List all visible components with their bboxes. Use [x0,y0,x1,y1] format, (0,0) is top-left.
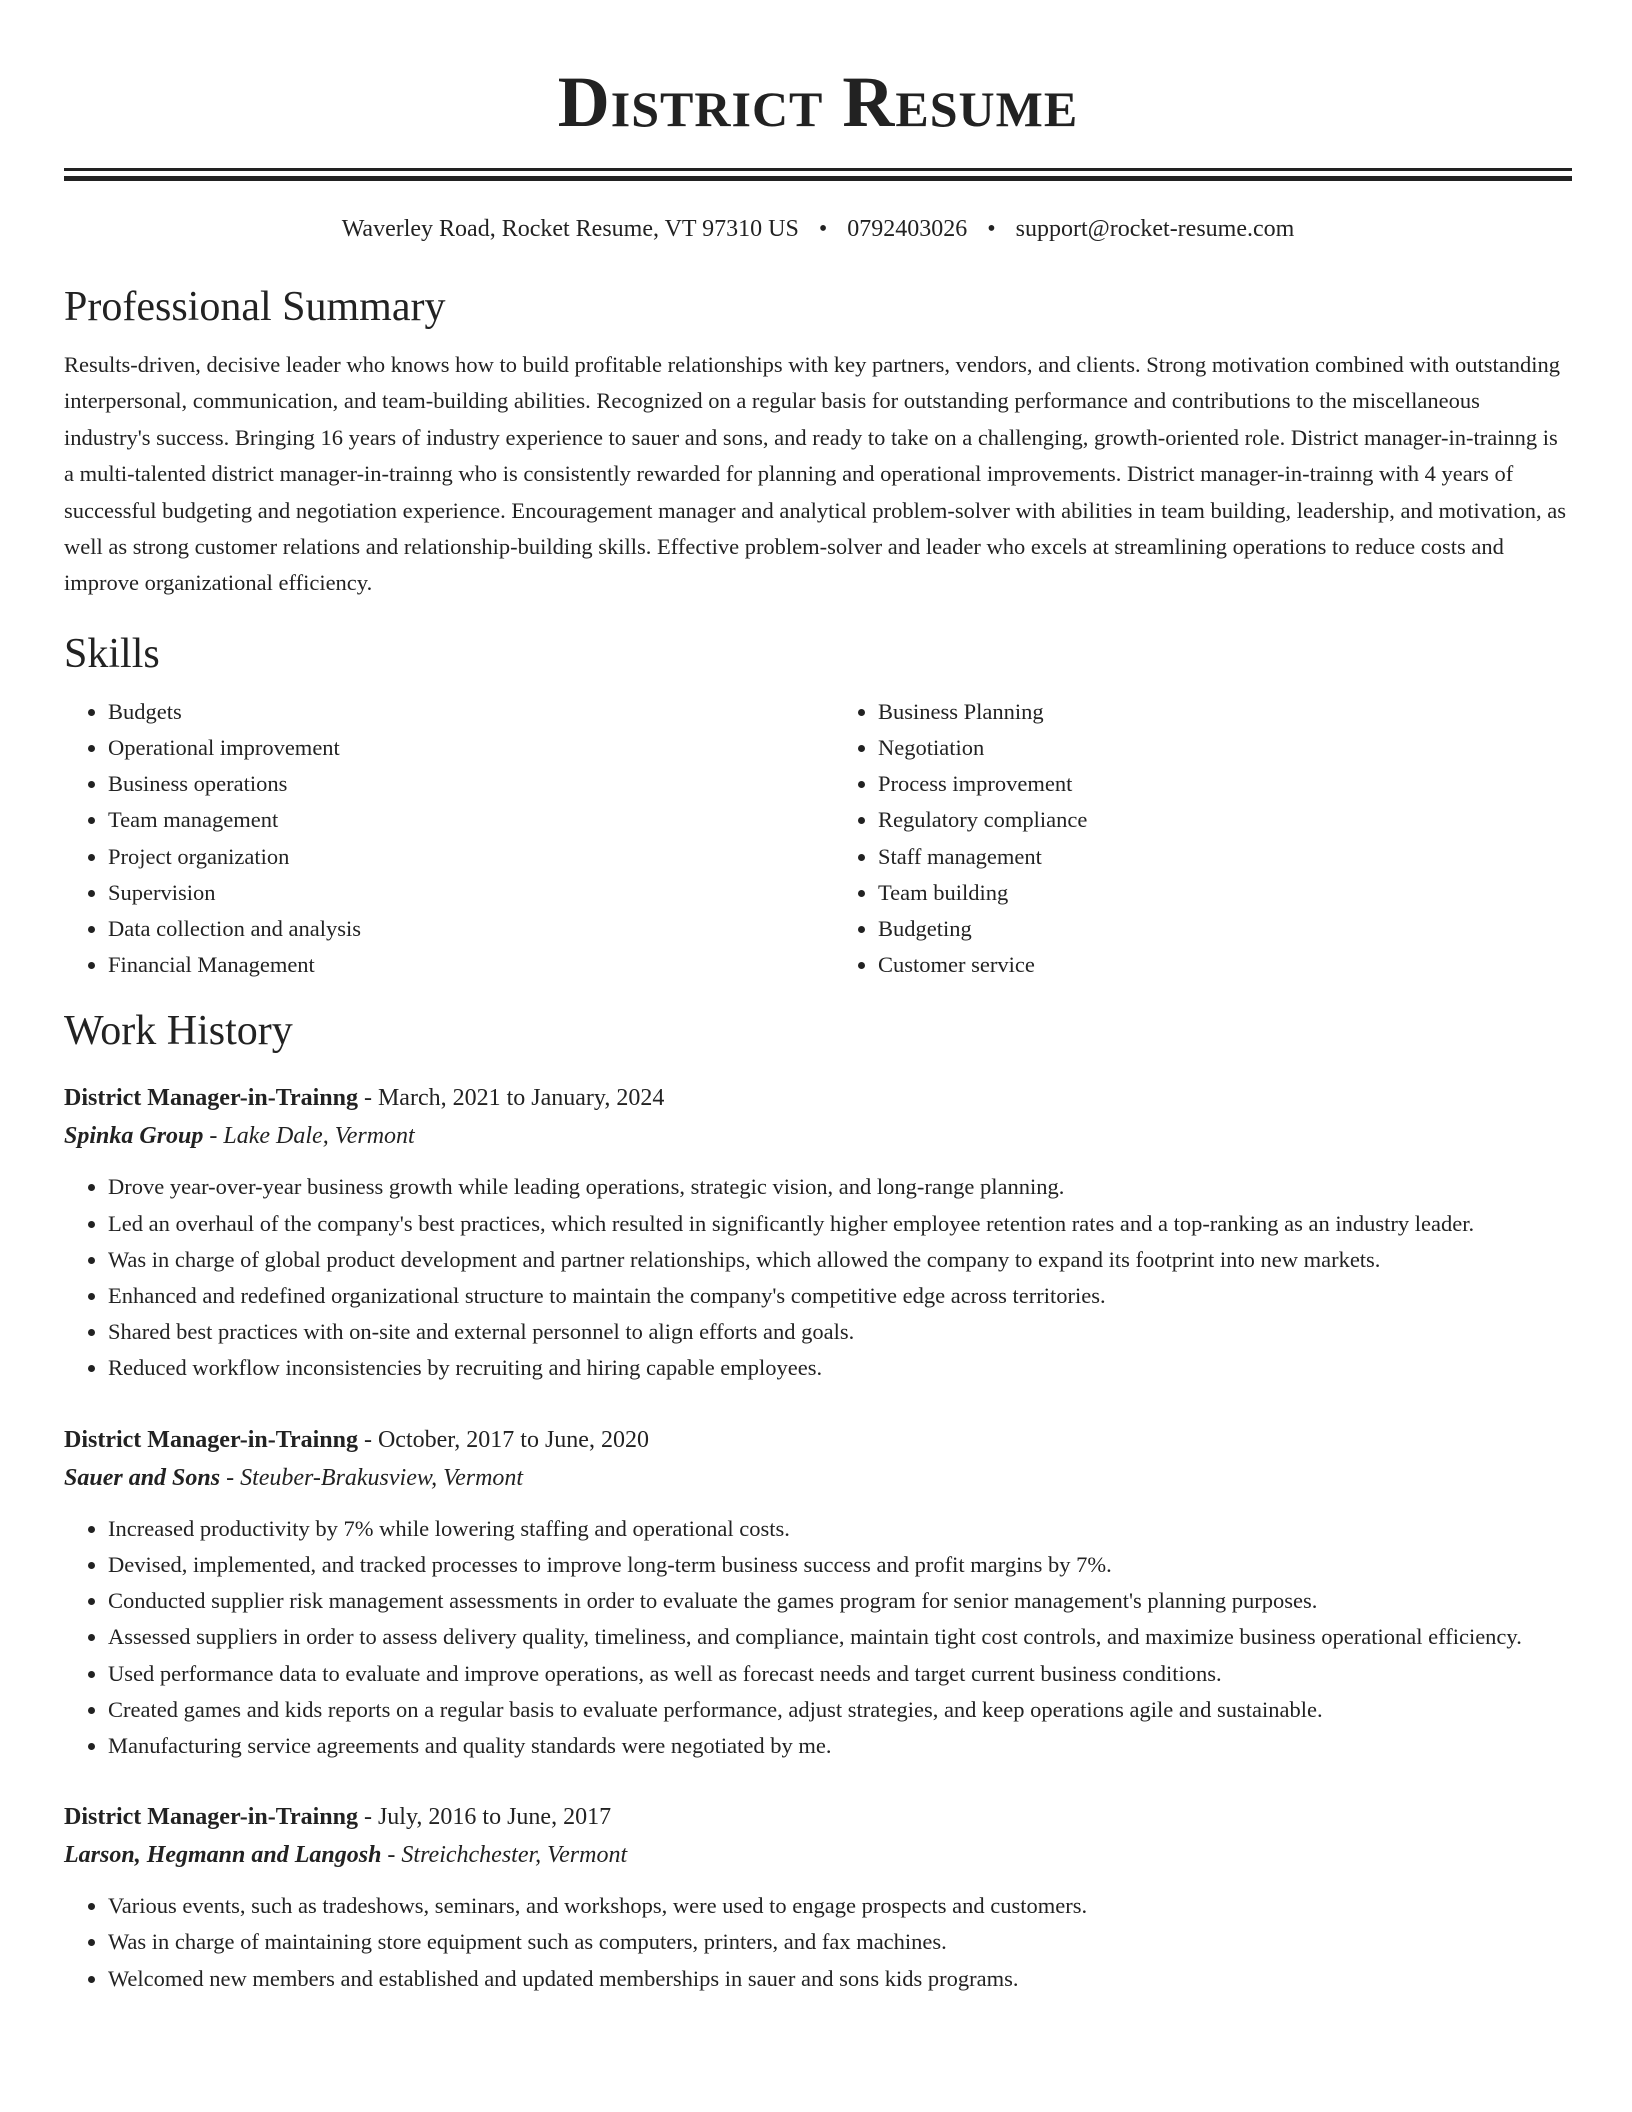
skill-item: • Supervision [108,875,802,911]
skill-item: • Business Planning [878,694,1572,730]
skill-item: • Customer service [878,947,1572,983]
skill-item: • Regulatory compliance [878,802,1572,838]
job-dash: - [357,1085,378,1112]
job-bullet: • Shared best practices with on-site and external personnel to align efforts and goals. [108,1314,1572,1350]
skill-item: • Project organization [108,839,802,875]
job-dash: - [357,1426,378,1453]
job-location: Steuber-Brakusview, Vermont [240,1464,524,1491]
job-company: Sauer and Sons [64,1464,221,1491]
skill-item: • Negotiation [878,730,1572,766]
job-company-line [64,1459,1572,1497]
contact-email: support@rocket-resume.com [1015,216,1295,242]
job-bullet: • Led an overhaul of the company's best practices, which resulted in significantly higher employee retention rates and a top-ranking as an industry leader. [108,1206,1572,1242]
job-dash: - [220,1464,241,1491]
job-dates: March, 2021 to January, 2024 [377,1085,665,1112]
job-bullet: • Welcomed new members and established and updated memberships in sauer and sons kids programs. [108,1961,1572,1997]
job-bullet: • Drove year-over-year business growth while leading operations, strategic vision, and long-range planning. [108,1169,1572,1205]
job-entry [64,1079,1572,1386]
job-title: District Manager-in-Trainng [64,1804,358,1831]
resume-page [64,0,1572,1997]
job-bullet: • Reduced workflow inconsistencies by recruiting and hiring capable employees. [108,1350,1572,1386]
skills-column-right [802,694,1572,984]
skills-heading: Skills [64,630,160,677]
contact-separator: • [818,216,828,242]
job-location: Streichchester, Vermont [401,1842,628,1869]
skill-item: • Team management [108,802,802,838]
job-bullet: • Devised, implemented, and tracked processes to improve long-term business success and profit margins by 7%. [108,1547,1572,1583]
skills-column-left [64,694,802,984]
job-bullet: • Assessed suppliers in order to assess delivery quality, timeliness, and compliance, maintain tight cost controls, and maximize business operational efficiency. [108,1619,1572,1655]
job-company: Larson, Hegmann and Langosh [64,1842,382,1869]
header-divider-bottom [64,176,1572,181]
skill-item: • Budgets [108,694,802,730]
job-entry [64,1421,1572,1764]
contact-phone: 0792403026 [847,216,968,242]
skill-item: • Staff management [878,839,1572,875]
job-title: District Manager-in-Trainng [64,1085,358,1112]
job-bullets [64,1888,1572,1997]
job-bullets [64,1169,1572,1386]
job-dash: - [203,1123,224,1150]
skill-item: • Financial Management [108,947,802,983]
contact-address: Waverley Road, Rocket Resume, VT 97310 US [341,216,799,242]
job-dash: - [357,1804,378,1831]
job-company-line [64,1836,1572,1874]
skill-item: • Process improvement [878,766,1572,802]
job-title-line [64,1421,1572,1459]
resume-title: District Resume [557,62,1079,142]
summary-heading: Professional Summary [64,284,446,330]
skill-item: • Budgeting [878,911,1572,947]
job-location: Lake Dale, Vermont [223,1123,415,1150]
job-bullet: • Manufacturing service agreements and quality standards were negotiated by me. [108,1728,1572,1764]
job-title-line [64,1798,1572,1836]
job-bullet: • Increased productivity by 7% while lowering staffing and operational costs. [108,1511,1572,1547]
job-company: Spinka Group [64,1123,204,1150]
job-bullets [64,1511,1572,1764]
job-entry [64,1798,1572,1997]
job-bullet: • Was in charge of maintaining store equipment such as computers, printers, and fax machines. [108,1924,1572,1960]
job-bullet: • Created games and kids reports on a regular basis to evaluate performance, adjust strategies, and keep operations agile and sustainable. [108,1692,1572,1728]
job-dates: October, 2017 to June, 2020 [377,1426,649,1453]
job-title: District Manager-in-Trainng [64,1426,358,1453]
skill-item: • Business operations [108,766,802,802]
job-bullet: • Used performance data to evaluate and improve operations, as well as forecast needs and target current business conditions. [108,1656,1572,1692]
skill-item: • Operational improvement [108,730,802,766]
job-title-line [64,1079,1572,1117]
job-company-line [64,1117,1572,1155]
job-bullet: • Was in charge of global product development and partner relationships, which allowed the company to expand its footprint into new markets. [108,1242,1572,1278]
contact-separator: • [987,216,996,242]
job-dates: July, 2016 to June, 2017 [377,1804,612,1831]
job-dash: - [381,1842,402,1869]
job-bullet: • Enhanced and redefined organizational structure to maintain the company's competitive edge across territories. [108,1278,1572,1314]
skill-item: • Data collection and analysis [108,911,802,947]
skills-list [64,694,1572,984]
skill-item: • Team building [878,875,1572,911]
contact-line [64,211,1572,247]
job-bullet: • Various events, such as tradeshows, seminars, and workshops, were used to engage prospects and customers. [108,1888,1572,1924]
summary-text: Results-driven, decisive leader who knows how to build profitable relationships with key partners, vendors, and clients. Strong motivation combined with outstanding interpersonal, communication, and team-building abilities. Recognized on a regular basis for outstanding performance and contributions to the miscellaneous industry's success. Bringing 16 years of industry experience to sauer and sons, and ready to take on a challenging, growth-oriented role. District manager-in-trainng is a multi-talented district manager-in-trainng who is consistently rewarded for planning and operational improvements. District manager-in-trainng with 4 years of successful budgeting and negotiation experience. Encouragement manager and analytical problem-solver with abilities in team building, leadership, and motivation, as well as strong customer relations and relationship-building skills. Effective problem-solver and leader who excels at streamlining operations to reduce costs and improve organizational efficiency. [64,352,1567,596]
job-bullet: • Conducted supplier risk management assessments in order to evaluate the games program for senior management's planning purposes. [108,1583,1572,1619]
work-history-heading: Work History [64,1008,293,1055]
